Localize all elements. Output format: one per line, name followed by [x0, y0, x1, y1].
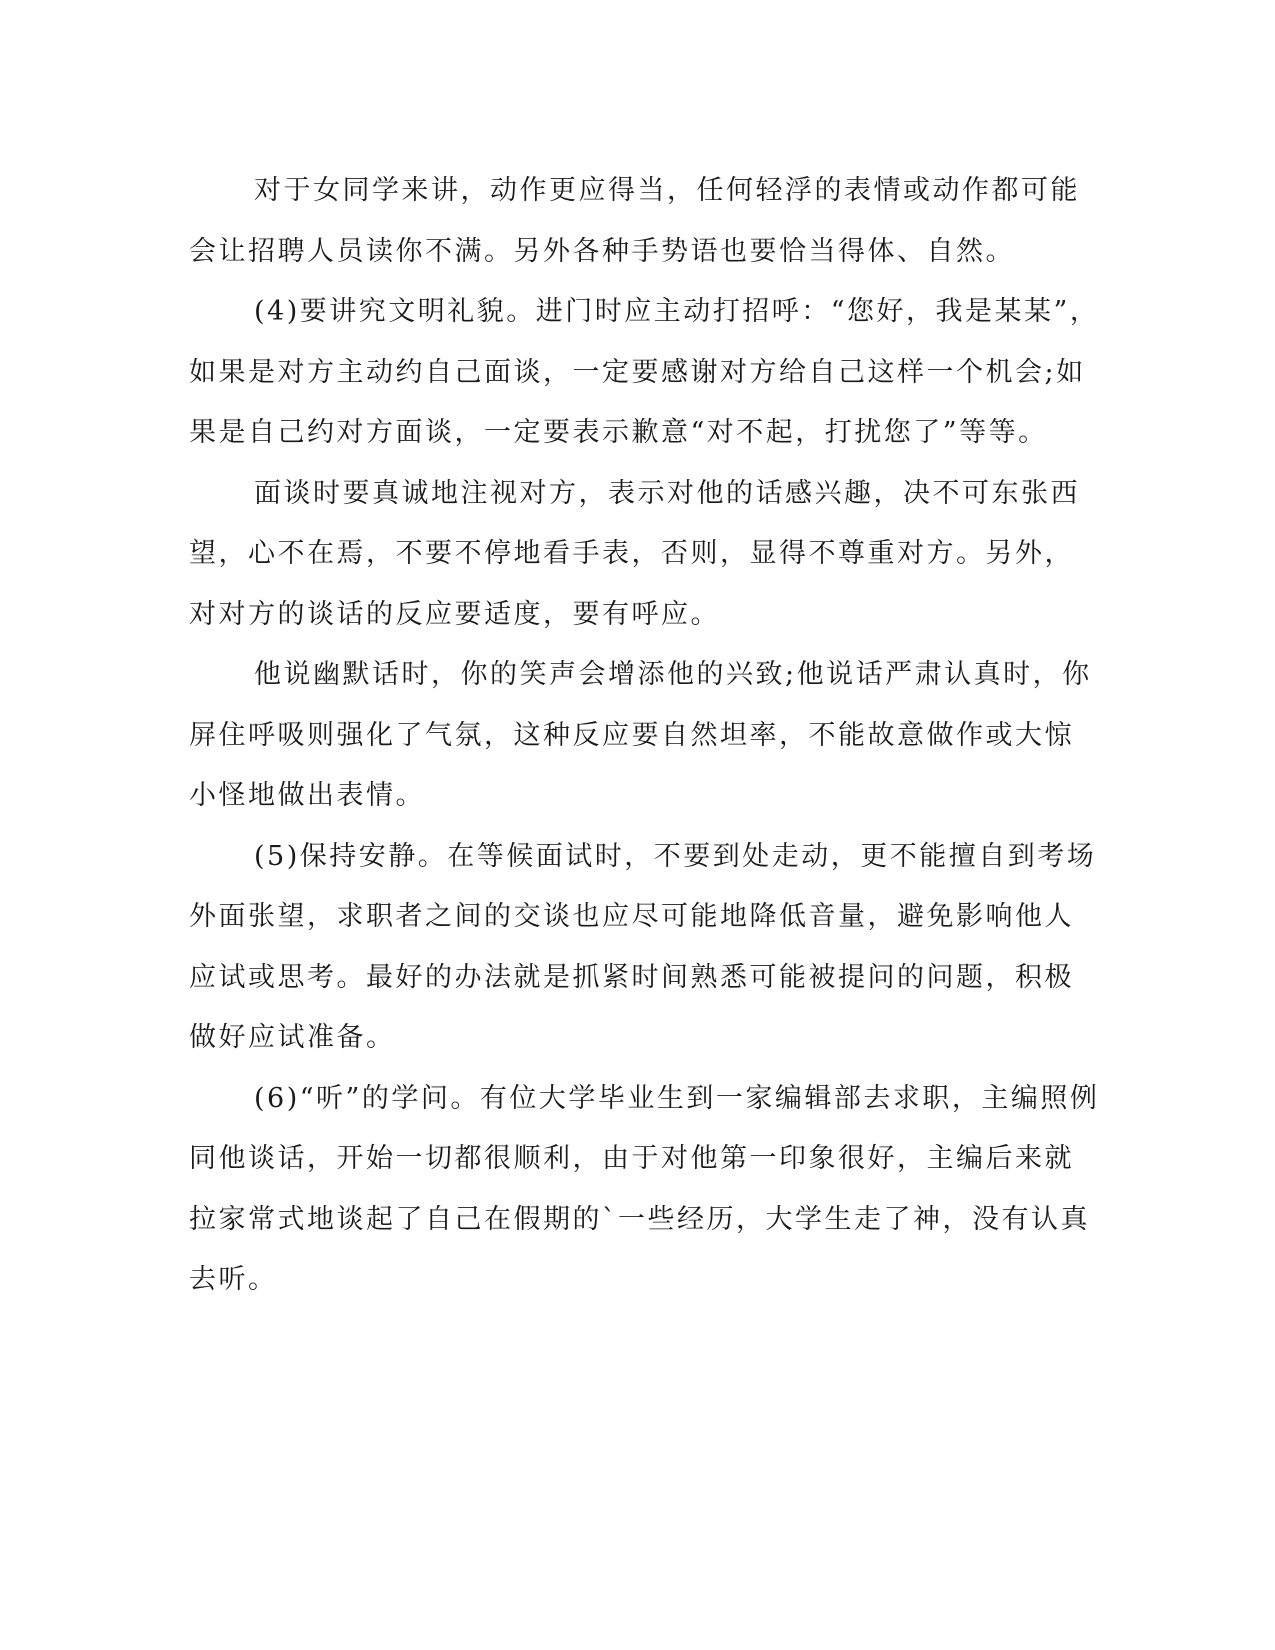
document-body — [189, 161, 1100, 1311]
paragraph-line: 拉家常式地谈起了自己在假期的`一些经历，大学生走了神，没有认真 — [189, 1203, 1090, 1235]
paragraph-line: 屏住呼吸则强化了气氛，这种反应要自然坦率，不能故意做作或大惊 — [189, 719, 1074, 751]
paragraph-line: 对对方的谈话的反应要适度，要有呼应。 — [189, 598, 720, 630]
paragraph-6 — [189, 1069, 1100, 1311]
paragraph-line: 面谈时要真诚地注视对方，表示对他的话感兴趣，决不可东张西 — [254, 477, 1080, 509]
paragraph-line: 外面张望，求职者之间的交谈也应尽可能地降低音量，避免影响他人 — [189, 901, 1074, 932]
paragraph-line: 对于女同学来讲，动作更应得当，任何轻浮的表情或动作都可能 — [254, 175, 1080, 206]
paragraph-line: 去听。 — [189, 1264, 278, 1295]
paragraph-line: (6)“听”的学问。有位大学毕业生到一家编辑部去求职，主编照例 — [254, 1082, 1100, 1114]
paragraph-5 — [189, 827, 1097, 1069]
paragraph-1 — [189, 161, 1089, 282]
paragraph-3 — [189, 464, 1089, 646]
paragraph-line: 如果是对方主动约自己面谈，一定要感谢对方给自己这样一个机会;如 — [189, 356, 1086, 388]
paragraph-line: 做好应试准备。 — [189, 1022, 396, 1053]
paragraph-4 — [189, 645, 1092, 827]
paragraph-line: 小怪地做出表情。 — [189, 780, 425, 811]
paragraph-line: 他说幽默话时，你的笑声会增添他的兴致;他说话严肃认真时，你 — [254, 659, 1092, 690]
paragraph-line: 望，心不在焉，不要不停地看手表，否则，显得不尊重对方。另外， — [189, 538, 1074, 569]
paragraph-line: 会让招聘人员读你不满。另外各种手势语也要恰当得体、自然。 — [189, 235, 1015, 267]
paragraph-2 — [189, 282, 1100, 464]
paragraph-line: 果是自己约对方面谈，一定要表示歉意“对不起，打扰您了”等等。 — [189, 417, 1048, 448]
paragraph-line: 应试或思考。最好的办法就是抓紧时间熟悉可能被提问的问题，积极 — [189, 961, 1074, 993]
paragraph-line: (4)要讲究文明礼貌。进门时应主动打招呼：“您好，我是某某”， — [254, 296, 1100, 327]
paragraph-line: (5)保持安静。在等候面试时，不要到处走动，更不能擅自到考场 — [254, 840, 1097, 872]
paragraph-line: 同他谈话，开始一切都很顺利，由于对他第一印象很好，主编后来就 — [189, 1143, 1074, 1174]
